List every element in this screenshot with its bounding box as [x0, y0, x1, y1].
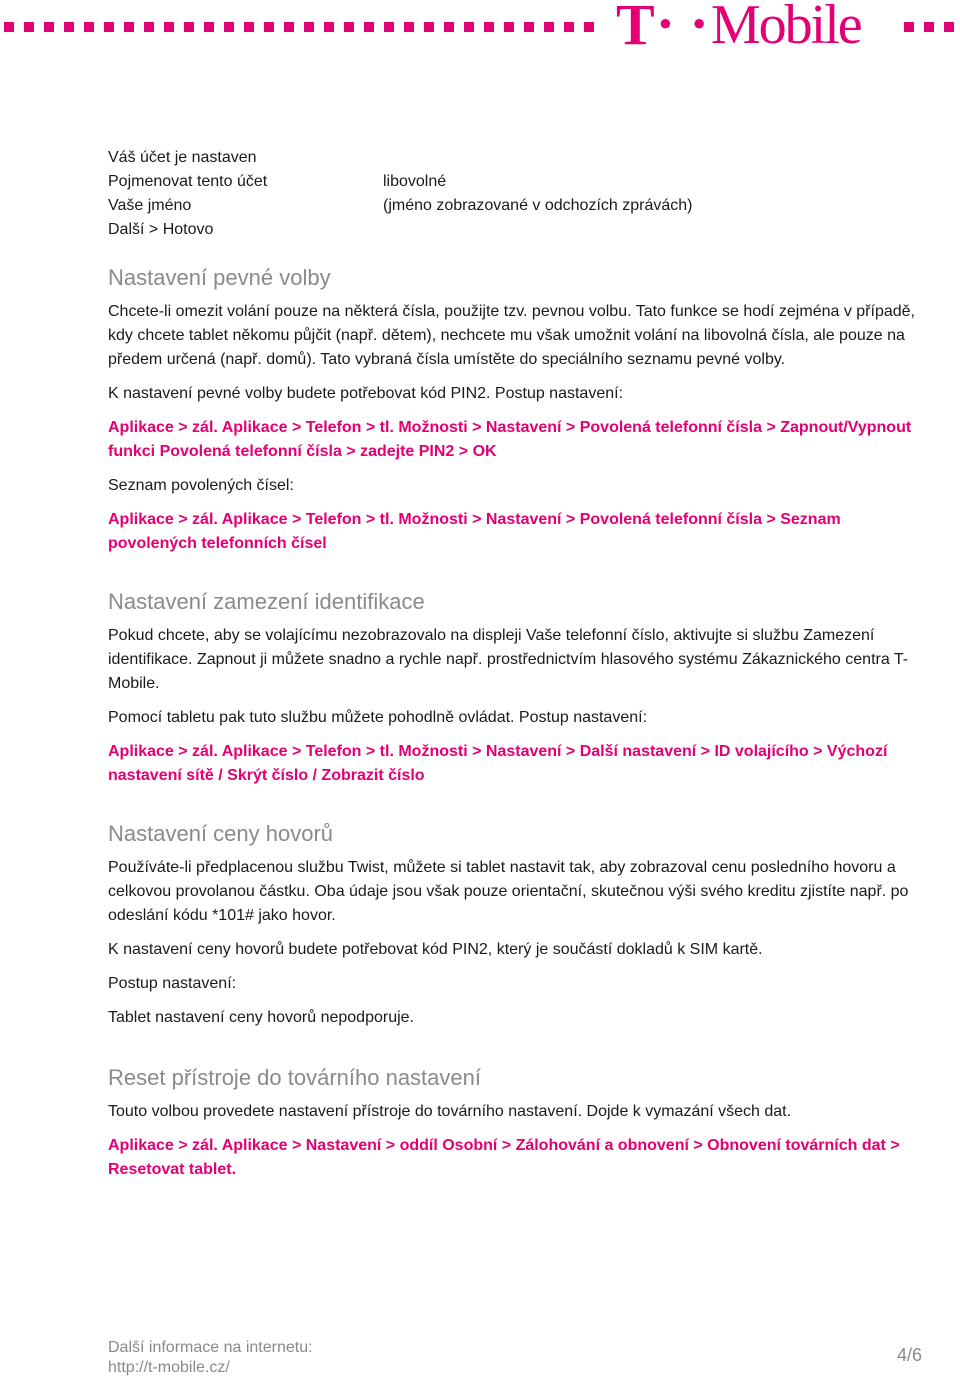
fixed-dialing-intro: Chcete-li omezit volání pouze na některá čísla, použijte tzv. pevnou volbu. Tato funkce se hodí zejména v případě, kdy chcete tablet někomu půjčit (např. dětem), nechcete mu však umožnit volání na libovolná čísla, ale pouze na předem určená (např. domů). Tato vybraná čísla umístěte do speciálního seznamu pevné volby.	[108, 303, 915, 368]
fixed-dialing-path: Aplikace > zál. Aplikace > Telefon > tl. Možnosti > Nastavení > Povolená telefonní čísla > Zapnout/Vypnout funkci Povolená telefonní čísla > zadejte PIN2 > OK	[108, 419, 912, 460]
account-name-label: Pojmenovat tento účet	[108, 173, 268, 190]
section-title-caller-id: Nastavení zamezení identifikace	[108, 589, 425, 614]
call-price-pin2: K nastavení ceny hovorů budete potřebovat kód PIN2, který je součástí dokladů k SIM kartě.	[108, 941, 763, 958]
account-next-step: Další > Hotovo	[108, 221, 214, 238]
page-header	[0, 0, 960, 60]
call-price-intro: Používáte-li předplacenou službu Twist, můžete si tablet nastavit tak, aby zobrazoval cenu posledního hovoru a celkovou provolanou částku. Oba údaje jsou však pouze orientační, skutečnou výši svého kreditu zjistíte např. po odeslání kódu *101# jako hovor.	[108, 859, 909, 924]
header-dots-right	[904, 22, 954, 32]
allowed-numbers-subtitle: Seznam povolených čísel:	[108, 477, 294, 494]
page-number: 4/6	[897, 1345, 923, 1365]
t-mobile-logo	[616, 0, 861, 56]
caller-id-intro: Pokud chcete, aby se volajícímu nezobrazovalo na displeji Vaše telefonní číslo, aktivujte si službu Zamezení identifikace. Zapnout ji můžete snadno a rychle např. prostřednictvím hlasového systému Zákaznického centra T-Mobile.	[108, 627, 909, 692]
section-title-fixed-dialing: Nastavení pevné volby	[108, 265, 331, 290]
account-status: Váš účet je nastaven	[108, 149, 257, 166]
footer-url-link[interactable]: http://t-mobile.cz/	[108, 1359, 230, 1376]
section-title-call-price: Nastavení ceny hovorů	[108, 821, 334, 846]
your-name-label: Vaše jméno	[108, 197, 192, 214]
factory-reset-intro: Touto volbou provedete nastavení přístroje do továrního nastavení. Dojde k vymazání všech dat.	[108, 1103, 792, 1120]
section-title-factory-reset: Reset přístroje do továrního nastavení	[108, 1065, 481, 1090]
page-content	[108, 146, 918, 1182]
caller-id-procedure: Pomocí tabletu pak tuto službu můžete pohodlně ovládat. Postup nastavení:	[108, 709, 648, 726]
your-name-value: (jméno zobrazované v odchozích zprávách)	[383, 197, 693, 214]
fixed-dialing-pin2: K nastavení pevné volby budete potřebovat kód PIN2. Postup nastavení:	[108, 385, 624, 402]
logo-word: Mobile	[710, 0, 861, 56]
header-dots-left	[4, 22, 594, 32]
allowed-numbers-path: Aplikace > zál. Aplikace > Telefon > tl. Možnosti > Nastavení > Povolená telefonní čísla > Seznam povolených telefonních čísel	[108, 511, 841, 552]
logo-dots: · ·	[655, 0, 709, 56]
footer-info-label: Další informace na internetu:	[108, 1339, 313, 1356]
caller-id-path: Aplikace > zál. Aplikace > Telefon > tl. Možnosti > Nastavení > Další nastavení > ID volajícího > Výchozí nastavení sítě / Skrýt číslo / Zobrazit číslo	[108, 743, 888, 784]
account-name-value: libovolné	[383, 173, 447, 190]
page-footer	[108, 1338, 928, 1378]
logo-t: T	[616, 0, 654, 57]
call-price-unsupported: Tablet nastavení ceny hovorů nepodporuje.	[108, 1009, 414, 1026]
call-price-procedure: Postup nastavení:	[108, 975, 237, 992]
account-settings	[108, 170, 918, 218]
factory-reset-path: Aplikace > zál. Aplikace > Nastavení > oddíl Osobní > Zálohování a obnovení > Obnovení továrních dat > Resetovat tablet.	[108, 1137, 900, 1178]
